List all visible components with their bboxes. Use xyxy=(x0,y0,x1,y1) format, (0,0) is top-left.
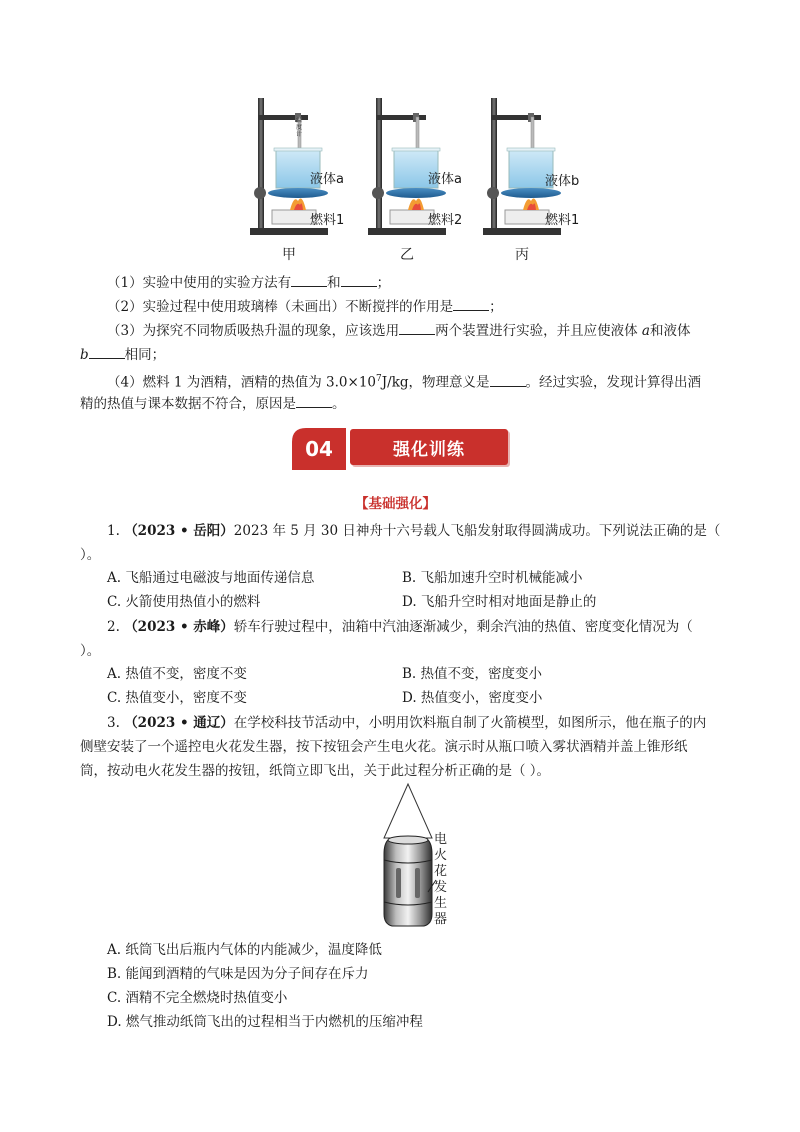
sub-question-1: （1）实验中使用的实验方法有 和 ； xyxy=(107,272,390,293)
liquid-b-label: 液体b xyxy=(545,174,580,189)
q3-option-b[interactable]: B. 能闻到酒精的气味是因为分子间存在斥力 xyxy=(107,966,369,982)
q3-stem: 3. （2023 • 通辽）在学校科技节活动中，小明用饮料瓶自制了火箭模型，如图所示，他在瓶子的内 xyxy=(107,715,707,731)
q2-option-d[interactable]: D. 热值变小，密度变小 xyxy=(402,690,543,706)
q1-option-b[interactable]: B. 飞船加速升空时机械能减小 xyxy=(402,570,583,586)
q3-stem-cont-1: 侧壁安装了一个遥控电火花发生器，按下按钮会产生电火花。演示时从瓶口喷入雾状酒精并盖上锥形纸 xyxy=(80,739,688,755)
q2-stem-cont: ）。 xyxy=(80,643,101,659)
thermometer-label: 温度计 xyxy=(296,117,303,138)
q2-option-c[interactable]: C. 热值变小，密度不变 xyxy=(107,690,247,706)
sub-question-4: （4）燃料 1 为酒精，酒精的热值为 $3.0\times 10^7J/kg$，物理意义是 。经过实验，发现计算得出酒 xyxy=(107,369,701,393)
fuel2-label: 燃料2 xyxy=(428,213,463,228)
q3-option-d[interactable]: D. 燃气推动纸筒飞出的过程相当于内燃机的压缩冲程 xyxy=(107,1014,423,1030)
answer-blank[interactable] xyxy=(490,372,526,387)
q3-option-c[interactable]: C. 酒精不完全燃烧时热值变小 xyxy=(107,990,288,1006)
fuel1-label-a: 燃料1 xyxy=(310,213,345,228)
liquid-a-label-1: 液体a xyxy=(310,172,344,187)
sub-question-4-cont: 精的热值与课本数据不符合，原因是 。 xyxy=(80,393,346,414)
sub-question-3-cont: b 相同； xyxy=(80,344,165,365)
answer-blank[interactable] xyxy=(453,296,489,311)
q3-stem-cont-2: 筒，按动电火花发生器的按钮，纸筒立即飞出，关于此过程分析正确的是（ ）。 xyxy=(80,763,551,779)
caption-bing: 丙 xyxy=(515,247,529,263)
sub-question-2: （2）实验过程中使用玻璃棒（未画出）不断搅拌的作用是 ； xyxy=(107,296,503,317)
q3-option-a[interactable]: A. 纸筒飞出后瓶内气体的内能减少，温度降低 xyxy=(107,942,382,958)
liquid-a-label-2: 液体a xyxy=(428,172,462,187)
basic-title: 【基础强化】 xyxy=(355,496,436,512)
section-title: 强化训练 xyxy=(393,440,465,460)
q2-option-b[interactable]: B. 热值不变，密度变小 xyxy=(402,666,543,682)
section-title-bar xyxy=(350,429,508,465)
spark-generator-label: 电火花发生器 xyxy=(434,832,448,927)
caption-jia: 甲 xyxy=(282,247,296,263)
q1-stem: 1. （2023 • 岳阳）2023 年 5 月 30 日神舟十六号载人飞船发射取得圆满成功。下列说法正确的是（ xyxy=(107,523,721,539)
section-number-badge xyxy=(288,424,348,470)
q2-stem: 2. （2023 • 赤峰）轿车行驶过程中，油箱中汽油逐渐减少，剩余汽油的热值、密度变化情况为（ xyxy=(107,619,693,635)
fuel1-label-b: 燃料1 xyxy=(545,213,580,228)
q1-option-a[interactable]: A. 飞船通过电磁波与地面传递信息 xyxy=(107,570,315,586)
answer-blank[interactable] xyxy=(341,272,377,287)
answer-blank[interactable] xyxy=(399,320,435,335)
q1-option-c[interactable]: C. 火箭使用热值小的燃料 xyxy=(107,594,261,610)
q1-option-d[interactable]: D. 飞船升空时相对地面是静止的 xyxy=(402,594,597,610)
q2-option-a[interactable]: A. 热值不变，密度不变 xyxy=(107,666,247,682)
q1-stem-cont: ）。 xyxy=(80,547,101,563)
section-number: 04 xyxy=(305,437,333,461)
sub-question-3: （3）为探究不同物质吸热升温的现象，应该选用 两个装置进行实验，并且应使液体 a和液体 xyxy=(107,320,690,341)
caption-yi: 乙 xyxy=(400,247,414,263)
answer-blank[interactable] xyxy=(296,393,332,408)
answer-blank[interactable] xyxy=(89,344,125,359)
rocket-bottle-figure xyxy=(370,782,440,932)
answer-blank[interactable] xyxy=(291,272,327,287)
